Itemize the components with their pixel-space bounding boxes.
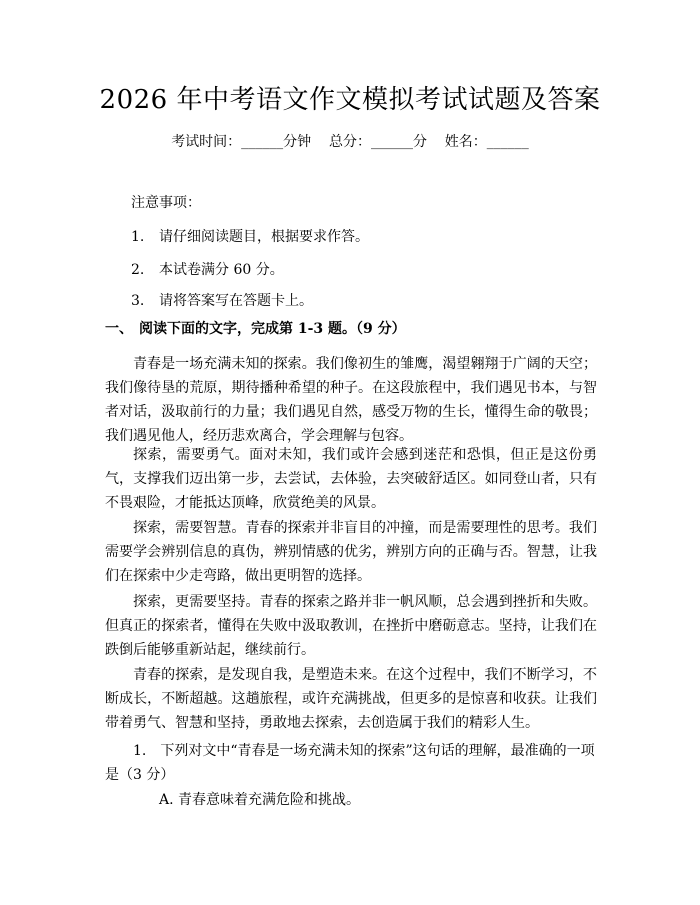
notice-item [131, 259, 284, 281]
notice-item-text: 本试卷满分 60 分。 [159, 262, 284, 278]
notice-item-text: 请将答案写在答题卡上。 [159, 293, 313, 309]
notice-item-text: 请仔细阅读题目，根据要求作答。 [159, 229, 369, 245]
notice-item-number: 3. [131, 293, 145, 309]
section-heading [105, 318, 406, 340]
reading-paragraph: 青春是一场充满未知的探索。我们像初生的雏鹰，渴望翱翔于广阔的天空；我们像待垦的荒原，期待播种希望的种子。在这段旅程中，我们遇见书本，与智者对话，汲取前行的力量；我们遇见自然，感受万物的生长，懂得生命的敬畏；我们遇见他人，经历悲欢离合，学会理解与包容。 [105, 356, 597, 444]
notice-heading: 注意事项： [131, 195, 201, 211]
section-title: 阅读下面的文字，完成第 1-3 题。（9 分） [139, 321, 406, 337]
question-1: 1. 下列对文中“青春是一场充满未知的探索”这句话的理解，最准确的一项是（3 分） [105, 743, 595, 783]
answer-option-a: A. 青春意味着充满危险和挑战。 [159, 792, 361, 808]
reading-paragraph: 探索，需要勇气。面对未知，我们或许会感到迷茫和恐惧，但正是这份勇气，支撑我们迈出第一步，去尝试，去体验，去突破舒适区。如同登山者，只有不畏艰险，才能抵达顶峰，欣赏绝美的风景。 [105, 447, 597, 511]
page-title: 2026 年中考语文作文模拟考试试题及答案 [99, 85, 601, 115]
notice-item-number: 2. [131, 262, 145, 278]
section-number: 一、 [105, 321, 133, 337]
reading-paragraph: 探索，更需要坚持。青春的探索之路并非一帆风顺，总会遇到挫折和失败。但真正的探索者，懂得在失败中汲取教训，在挫折中磨砺意志。坚持，让我们在跌倒后能够重新站起，继续前行。 [105, 594, 597, 658]
reading-paragraph: 探索，需要智慧。青春的探索并非盲目的冲撞，而是需要理性的思考。我们需要学会辨别信息的真伪，辨别情感的优劣，辨别方向的正确与否。智慧，让我们在探索中少走弯路，做出更明智的选择。 [105, 520, 597, 584]
notice-item [131, 226, 369, 248]
notice-item [131, 290, 313, 312]
notice-item-number: 1. [131, 229, 145, 245]
reading-paragraph: 青春的探索，是发现自我，是塑造未来。在这个过程中，我们不断学习，不断成长，不断超越。这趟旅程，或许充满挑战，但更多的是惊喜和收获。让我们带着勇气、智慧和坚持，勇敢地去探索，去创造属于我们的精彩人生。 [105, 667, 597, 731]
exam-info-line: 考试时间：______分钟 总分：______分 姓名：______ [171, 134, 529, 150]
